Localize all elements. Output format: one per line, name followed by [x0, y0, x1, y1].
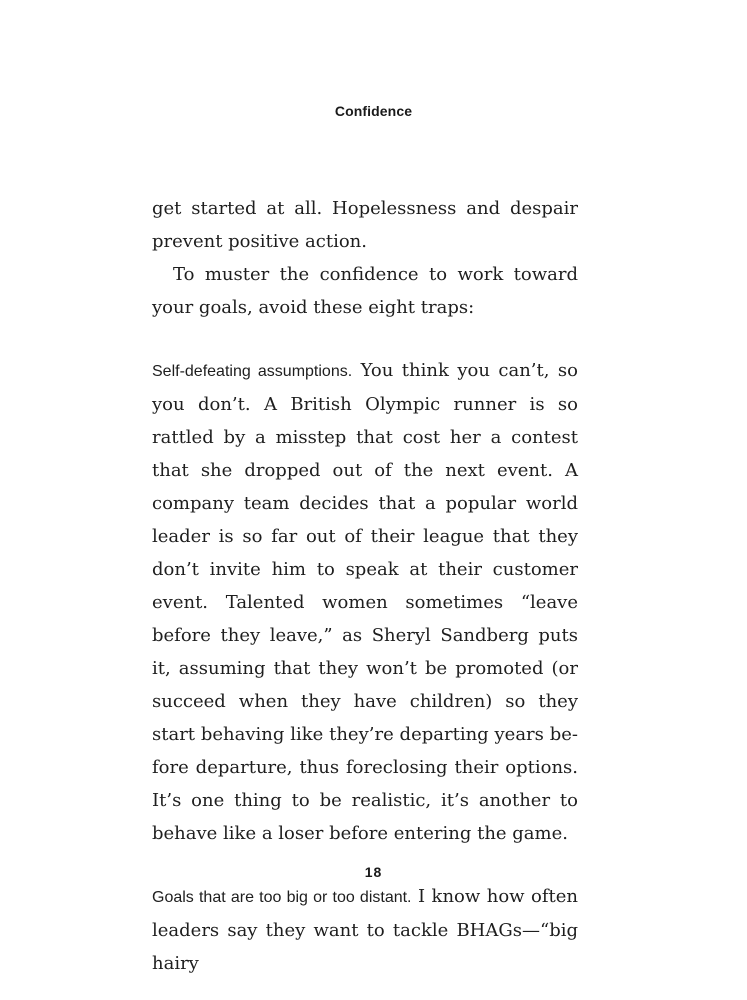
trap-heading-goals-too-big: Goals that are too big or too distant. — [152, 889, 412, 906]
running-head: Confidence — [334, 103, 413, 119]
trap-heading-self-defeating: Self-defeating assumptions. — [152, 363, 353, 380]
page-number: 18 — [364, 864, 383, 880]
paragraph-continuation: get started at all. Hopelessness and despair prevent positive action. — [152, 198, 578, 252]
trap-text-goals-too-big: I know how often leaders say they want to tackle BHAGs—“big hairy — [152, 886, 579, 974]
trap-text-self-defeating: You think you can’t, so you don’t. A British Olympic runner is so rattled by a misstep that cost her a contest that she dropped out of the next event. A company team decides that a popular world leader is so far out of their league that they don’t invite him to speak at their customer event. Talented women sometimes “leave before they leave,” as Sheryl Sandberg puts it, assuming that they won’t be promoted (or succeed when they have children) so they start behaving like they’re departing years before departure, thus foreclosing their options. It’s one thing to be realistic, it’s another to behave like a loser before entering the game. — [152, 360, 578, 844]
paragraph-intro-traps: To muster the confidence to work toward your goals, avoid these eight traps: — [152, 264, 578, 318]
paragraph-trap-self-defeating — [152, 354, 578, 850]
paragraph-trap-goals-too-big — [152, 880, 578, 980]
body-text — [152, 192, 578, 980]
